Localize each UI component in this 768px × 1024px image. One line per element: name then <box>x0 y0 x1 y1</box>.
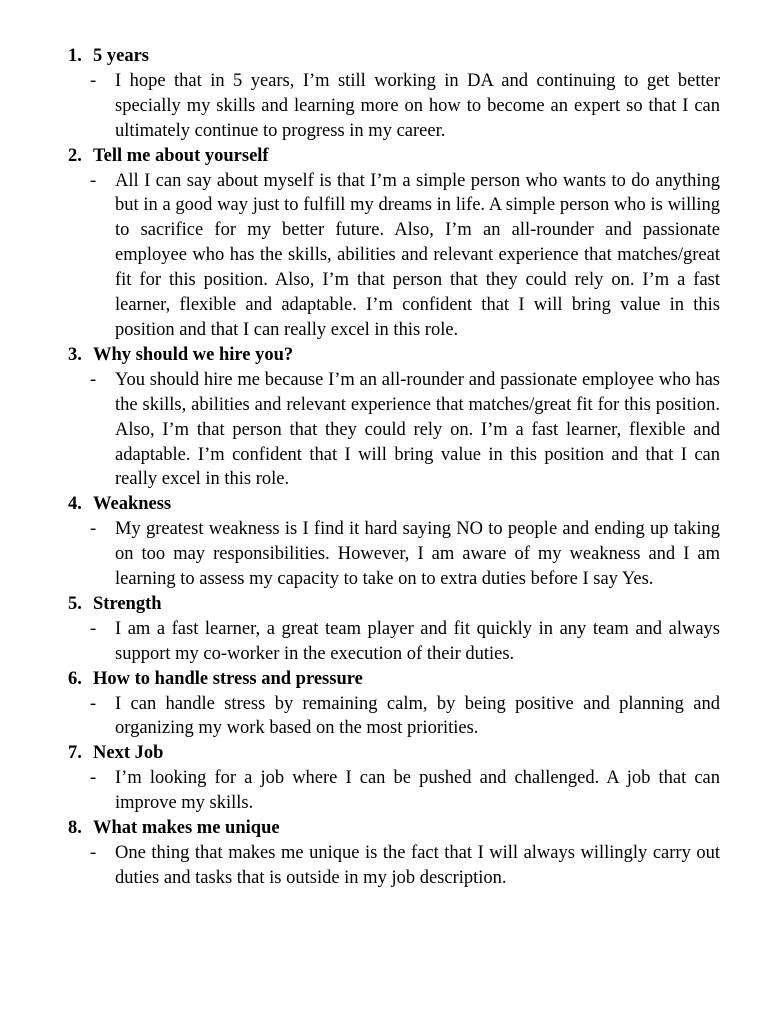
answer-block <box>68 617 720 667</box>
question-title: Next Job <box>93 743 164 764</box>
answer-text: You should hire me because I’m an all-rounder and passionate employee who has the skills, abilities and relevant experience that matches/great fit for this position. Also, I’m that person that they could rely on. I’m a fast learner, flexible and adaptable. I’m confident that I will bring value in this position and that I can really excel in this role. <box>115 369 720 490</box>
answer-text: I am a fast learner, a great team player and fit quickly in any team and always support my co-worker in the execution of their duties. <box>115 618 720 664</box>
qa-item-what-makes-me-unique <box>68 816 720 891</box>
answer-bullet: - <box>90 768 97 789</box>
question-number: 4. <box>68 494 82 515</box>
question-number: 3. <box>68 344 82 365</box>
question-number: 2. <box>68 145 82 166</box>
question-number: 8. <box>68 818 82 839</box>
answer-text: I hope that in 5 years, I’m still working in DA and continuing to get better specially my skills and learning more on how to become an expert so that I can ultimately continue to progress in my career. <box>115 70 720 141</box>
answer-text: One thing that makes me unique is the fact that I will always willingly carry out duties and tasks that is outside in my job description. <box>115 843 720 888</box>
question-title: Weakness <box>93 494 172 515</box>
answer-text: I’m looking for a job where I can be pushed and challenged. A job that can improve my skills. <box>115 768 720 814</box>
question-heading <box>68 144 720 169</box>
answer-bullet: - <box>90 170 97 191</box>
answer-block <box>68 169 720 343</box>
answer-text: All I can say about myself is that I’m a simple person who wants to do anything but in a good way just to fulfill my dreams in life. A simple person who is willing to sacrifice for my better future. Also, I’m an all-rounder and passionate employee who has the skills, abilities and relevant experience that matches/great fit for this position. Also, I’m that person that they could rely on. I’m a fast learner, flexible and adaptable. I’m confident that I will bring value in this position and that I can really excel in this role. <box>115 170 720 340</box>
answer-block <box>68 517 720 592</box>
answer-bullet: - <box>90 519 97 540</box>
qa-item-5-years <box>68 44 720 144</box>
question-number: 6. <box>68 668 82 689</box>
question-title: 5 years <box>93 46 149 66</box>
answer-bullet: - <box>90 693 97 714</box>
qa-item-why-hire-you <box>68 343 720 492</box>
question-title: Strength <box>93 593 162 614</box>
qa-item-strength <box>68 592 720 667</box>
question-title: What makes me unique <box>93 818 280 839</box>
answer-block <box>68 692 720 742</box>
question-list <box>68 44 720 891</box>
question-heading <box>68 44 720 69</box>
answer-text: I can handle stress by remaining calm, by being positive and planning and organizing my work based on the most priorities. <box>115 693 720 739</box>
answer-block <box>68 69 720 144</box>
answer-bullet: - <box>90 843 97 863</box>
question-title: Why should we hire you? <box>93 344 294 365</box>
qa-item-weakness <box>68 492 720 592</box>
question-number: 1. <box>68 46 82 66</box>
question-title: Tell me about yourself <box>93 145 269 166</box>
answer-block <box>68 368 720 493</box>
qa-item-stress-and-pressure <box>68 667 720 742</box>
question-heading <box>68 667 720 692</box>
question-heading <box>68 492 720 517</box>
answer-bullet: - <box>90 70 97 91</box>
answer-text: My greatest weakness is I find it hard saying NO to people and ending up taking on too may responsibilities. However, I am aware of my weakness and I am learning to assess my capacity to take on to extra duties before I say Yes. <box>115 519 720 590</box>
answer-bullet: - <box>90 369 97 390</box>
qa-item-next-job <box>68 741 720 816</box>
question-number: 5. <box>68 593 82 614</box>
question-heading <box>68 592 720 617</box>
question-title: How to handle stress and pressure <box>93 668 363 689</box>
question-number: 7. <box>68 743 82 764</box>
answer-bullet: - <box>90 618 97 639</box>
answer-block <box>68 766 720 816</box>
qa-item-tell-me-about-yourself <box>68 144 720 343</box>
question-heading <box>68 816 720 841</box>
question-heading <box>68 343 720 368</box>
question-heading <box>68 741 720 766</box>
answer-block <box>68 841 720 891</box>
